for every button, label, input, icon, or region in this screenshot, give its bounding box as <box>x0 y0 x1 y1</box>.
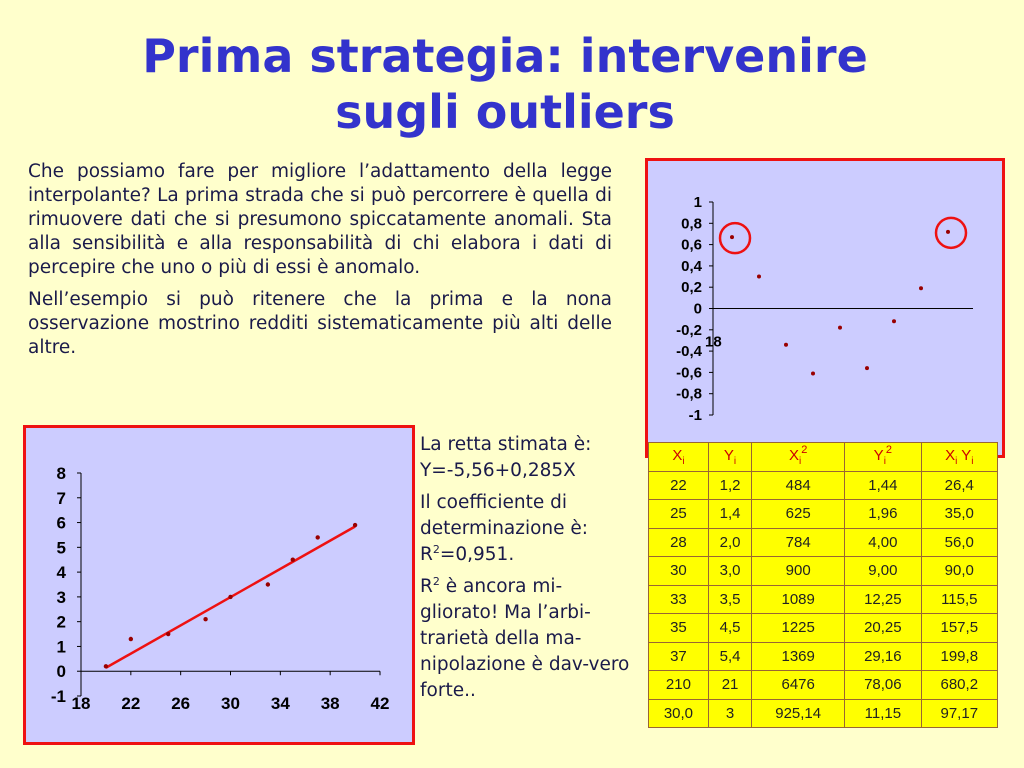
table-cell: 37 <box>649 642 709 671</box>
data-point <box>203 617 207 621</box>
note-comment-symbol: R <box>420 576 433 597</box>
slide-title <box>0 28 1010 140</box>
table-cell: 1225 <box>752 614 845 643</box>
header-yi: $Y_i$ <box>708 443 751 472</box>
y-tick-label: 6 <box>56 513 66 533</box>
y-tick-label: 7 <box>56 488 66 508</box>
data-point <box>757 275 761 279</box>
table-cell: 1,96 <box>845 500 921 529</box>
table-cell: 925,14 <box>752 699 845 728</box>
table-cell: 6476 <box>752 671 845 700</box>
y-tick-label: -1 <box>688 407 702 424</box>
data-point <box>838 326 842 330</box>
table-cell: 22 <box>649 471 709 500</box>
y-tick-label: 0,4 <box>681 257 702 275</box>
table-cell: 9,00 <box>845 557 921 586</box>
table-cell: 4,00 <box>845 528 921 557</box>
table-cell: 29,16 <box>845 642 921 671</box>
data-point <box>316 535 320 539</box>
y-tick-label: 0,8 <box>681 215 702 233</box>
residual-chart-box <box>645 158 1005 458</box>
table-cell: 35,0 <box>921 500 997 529</box>
data-point <box>730 235 734 239</box>
data-point <box>784 343 788 347</box>
data-point <box>129 637 133 641</box>
table-cell: 12,25 <box>845 585 921 614</box>
intro-paragraph-2: Nell’esempio si può ritenere che la prima e la nona osservazione mostrino redditi sistematicamente più alti delle altre. <box>28 289 612 358</box>
note-regression <box>420 432 638 484</box>
table-cell: 484 <box>752 471 845 500</box>
data-table <box>648 442 998 728</box>
table-cell: 30 <box>649 557 709 586</box>
y-tick-label: 5 <box>56 538 66 558</box>
scatter-chart-box <box>23 425 415 745</box>
y-tick-label: 0,6 <box>681 236 702 254</box>
header-yi-squared: $Y_i^2$ <box>845 443 921 472</box>
table-cell: 26,4 <box>921 471 997 500</box>
y-tick-label: 3 <box>56 587 66 607</box>
y-tick-label: 0,2 <box>681 279 702 297</box>
table-row <box>649 528 998 557</box>
table-cell: 210 <box>649 671 709 700</box>
table-cell: 784 <box>752 528 845 557</box>
table-cell: 97,17 <box>921 699 997 728</box>
table-row <box>649 699 998 728</box>
table-cell: 3,0 <box>708 557 751 586</box>
table-cell: 115,5 <box>921 585 997 614</box>
table-cell: 157,5 <box>921 614 997 643</box>
title-line-2: sugli outliers <box>335 85 675 139</box>
note-determination-label: Il coefficiente di determinazione è: <box>420 492 589 539</box>
data-point <box>104 664 108 668</box>
header-xi: $X_i$ <box>649 443 709 472</box>
note-comment-text: è ancora mi-gliorato! Ma l’arbi-trarietà della ma-nipolazione è dav-vero forte.. <box>420 576 630 701</box>
table-cell: 1369 <box>752 642 845 671</box>
note-determination <box>420 490 638 568</box>
table-header-row <box>649 443 998 472</box>
y-tick-label: 8 <box>56 464 66 483</box>
y-tick-label: -0,4 <box>676 343 702 361</box>
y-tick-label: -0,6 <box>676 364 702 382</box>
note-regression-label: La retta stimata è: <box>420 434 592 455</box>
note-comment <box>420 574 638 704</box>
x-tick-label: 22 <box>121 694 141 713</box>
table-cell: 25 <box>649 500 709 529</box>
x-tick-label: 26 <box>171 694 191 713</box>
data-point <box>291 558 295 562</box>
table-row <box>649 471 998 500</box>
table-row <box>649 557 998 586</box>
x-tick-label: 34 <box>270 694 290 713</box>
table-cell: 4,5 <box>708 614 751 643</box>
y-tick-label: 0 <box>693 300 702 318</box>
x-tick-label: 30 <box>221 694 240 713</box>
residual-chart <box>648 161 1002 455</box>
note-r2-exponent: 2 <box>432 543 440 556</box>
table-cell: 30,0 <box>649 699 709 728</box>
table-cell: 1089 <box>752 585 845 614</box>
note-comment-exponent: 2 <box>432 575 440 588</box>
x-tick-label: 38 <box>320 694 340 713</box>
data-point <box>811 371 815 375</box>
y-tick-label: 1 <box>693 194 702 211</box>
title-line-1: Prima strategia: intervenire <box>142 29 868 83</box>
table-cell: 680,2 <box>921 671 997 700</box>
table-cell: 78,06 <box>845 671 921 700</box>
note-r2-value: =0,951. <box>439 544 515 565</box>
x-tick-label: 18 <box>71 694 91 713</box>
y-tick-label: 2 <box>56 612 66 632</box>
table-cell: 20,25 <box>845 614 921 643</box>
table-cell: 1,4 <box>708 500 751 529</box>
data-point <box>892 319 896 323</box>
table-cell: 2,0 <box>708 528 751 557</box>
data-point <box>946 230 950 234</box>
table-cell: 5,4 <box>708 642 751 671</box>
data-point <box>266 582 270 586</box>
table-cell: 3,5 <box>708 585 751 614</box>
notes <box>420 432 638 710</box>
data-point <box>865 366 869 370</box>
y-tick-label: 0 <box>56 662 66 682</box>
intro-paragraph-1: Che possiamo fare per migliore l’adattamento della legge interpolante? La prima strada che si può percorrere è quella di rimuovere dati che si presumono spiccatamente anomali. Sta alla sensibilità e alla responsabilità di chi elabora i dati di percepire che uno o più di essi è anomalo. <box>28 161 612 278</box>
note-r2-symbol: R <box>420 544 433 565</box>
table-cell: 625 <box>752 500 845 529</box>
data-point <box>353 523 357 527</box>
header-xi-squared: $X_i^2$ <box>752 443 845 472</box>
table-row <box>649 642 998 671</box>
table-cell: 3 <box>708 699 751 728</box>
x-tick-label: 42 <box>370 694 390 713</box>
table-row <box>649 614 998 643</box>
outlier-highlight-circle <box>936 218 966 248</box>
y-tick-label: 1 <box>56 637 66 657</box>
table-row <box>649 500 998 529</box>
table-cell: 1,44 <box>845 471 921 500</box>
y-tick-label: -0,2 <box>676 321 702 339</box>
y-tick-label: 4 <box>56 563 66 583</box>
table-cell: 35 <box>649 614 709 643</box>
table-cell: 28 <box>649 528 709 557</box>
data-point <box>228 595 232 599</box>
table-cell: 11,15 <box>845 699 921 728</box>
note-regression-equation: Y=-5,56+0,285X <box>420 460 576 481</box>
table-row <box>649 585 998 614</box>
table-cell: 199,8 <box>921 642 997 671</box>
data-point <box>166 632 170 636</box>
table-cell: 56,0 <box>921 528 997 557</box>
x-tick-label: 18 <box>705 333 722 351</box>
y-tick-label: -1 <box>50 687 66 706</box>
scatter-chart <box>26 428 412 742</box>
data-point <box>919 286 923 290</box>
table-cell: 1,2 <box>708 471 751 500</box>
y-tick-label: -0,8 <box>676 385 702 403</box>
table-row <box>649 671 998 700</box>
table-cell: 900 <box>752 557 845 586</box>
table-cell: 33 <box>649 585 709 614</box>
table-cell: 21 <box>708 671 751 700</box>
header-xi-yi: $X_i$ $Y_i$ <box>921 443 997 472</box>
intro-text <box>28 160 612 368</box>
outlier-highlight-circle <box>720 223 750 253</box>
table-cell: 90,0 <box>921 557 997 586</box>
